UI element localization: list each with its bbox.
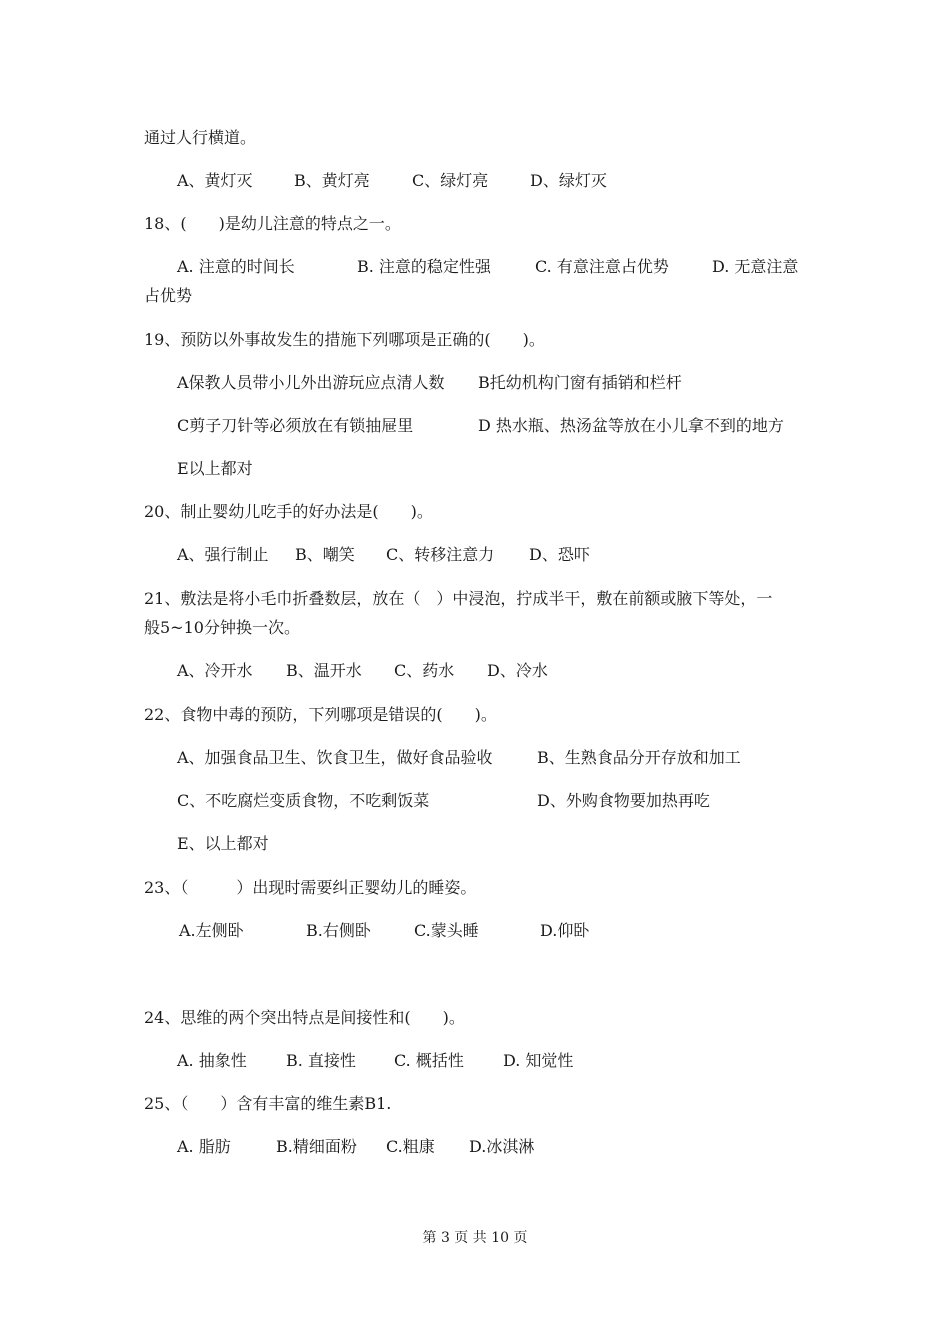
q20-option-a: A、强行制止 (177, 545, 269, 564)
q17-option-c: C、绿灯亮 (412, 171, 489, 190)
q21-stem: 21、敷法是将小毛巾折叠数层，放在（ ）中浸泡，拧成半干，敷在前额或腋下等处，一 (144, 589, 773, 608)
q21-option-b: B、温开水 (286, 661, 362, 680)
q20-option-b: B、嘲笑 (295, 545, 355, 564)
q20-stem: 20、制止婴幼儿吃手的好办法是( )。 (144, 502, 433, 521)
page-footer: 第 3 页 共 10 页 (422, 1230, 528, 1246)
q25-option-c: C.粗康 (386, 1137, 435, 1156)
continuation-text: 通过人行横道。 (144, 128, 257, 147)
q23-stem: 23、（ ）出现时需要纠正婴幼儿的睡姿。 (144, 878, 477, 897)
q23-option-d: D.仰卧 (540, 921, 590, 940)
q18-stem: 18、( )是幼儿注意的特点之一。 (144, 214, 401, 233)
q19-option-d: D 热水瓶、热汤盆等放在小儿拿不到的地方 (478, 416, 784, 435)
q22-stem: 22、食物中毒的预防，下列哪项是错误的( )。 (144, 705, 497, 724)
q24-option-d: D. 知觉性 (503, 1051, 574, 1070)
q21-option-c: C、药水 (394, 661, 455, 680)
q25-option-b: B.精细面粉 (276, 1137, 357, 1156)
q23-option-c: C.蒙头睡 (414, 921, 479, 940)
q24-option-c: C. 概括性 (394, 1051, 464, 1070)
q23-option-b: B.右侧卧 (306, 921, 371, 940)
q25-option-a: A. 脂肪 (177, 1137, 231, 1156)
q19-stem: 19、预防以外事故发生的措施下列哪项是正确的( )。 (144, 330, 545, 349)
q20-option-d: D、恐吓 (529, 545, 590, 564)
q22-option-d: D、外购食物要加热再吃 (537, 791, 710, 810)
q19-option-b: B托幼机构门窗有插销和栏杆 (478, 373, 682, 392)
q17-option-b: B、黄灯亮 (294, 171, 370, 190)
q19-option-c: C剪子刀针等必须放在有锁抽屉里 (177, 416, 414, 435)
q21-option-d: D、冷水 (487, 661, 548, 680)
q18-option-c: C. 有意注意占优势 (535, 257, 669, 276)
q22-option-c: C、不吃腐烂变质食物，不吃剩饭菜 (177, 791, 430, 810)
q22-option-b: B、生熟食品分开存放和加工 (537, 748, 741, 767)
q22-option-a: A、加强食品卫生、饮食卫生，做好食品验收 (177, 748, 493, 767)
q19-option-e: E以上都对 (177, 459, 253, 478)
q25-option-d: D.冰淇淋 (469, 1137, 535, 1156)
q18-option-d: D. 无意注意 (712, 257, 799, 276)
q18-option-a: A. 注意的时间长 (177, 257, 295, 276)
q21-wrap: 般5~10分钟换一次。 (144, 618, 300, 637)
q24-stem: 24、思维的两个突出特点是间接性和( )。 (144, 1008, 465, 1027)
q21-option-a: A、冷开水 (177, 661, 253, 680)
q17-option-a: A、黄灯灭 (177, 171, 253, 190)
q25-stem: 25、（ ）含有丰富的维生素B1. (144, 1094, 392, 1113)
q24-option-b: B. 直接性 (286, 1051, 356, 1070)
q18-wrap: 占优势 (144, 286, 193, 305)
q19-option-a: A保教人员带小儿外出游玩应点清人数 (177, 373, 445, 392)
q18-option-b: B. 注意的稳定性强 (357, 257, 491, 276)
q24-option-a: A. 抽象性 (177, 1051, 247, 1070)
q20-option-c: C、转移注意力 (386, 545, 495, 564)
q22-option-e: E、以上都对 (177, 834, 269, 853)
q23-option-a: A.左侧卧 (179, 921, 244, 940)
q17-option-d: D、绿灯灭 (530, 171, 607, 190)
